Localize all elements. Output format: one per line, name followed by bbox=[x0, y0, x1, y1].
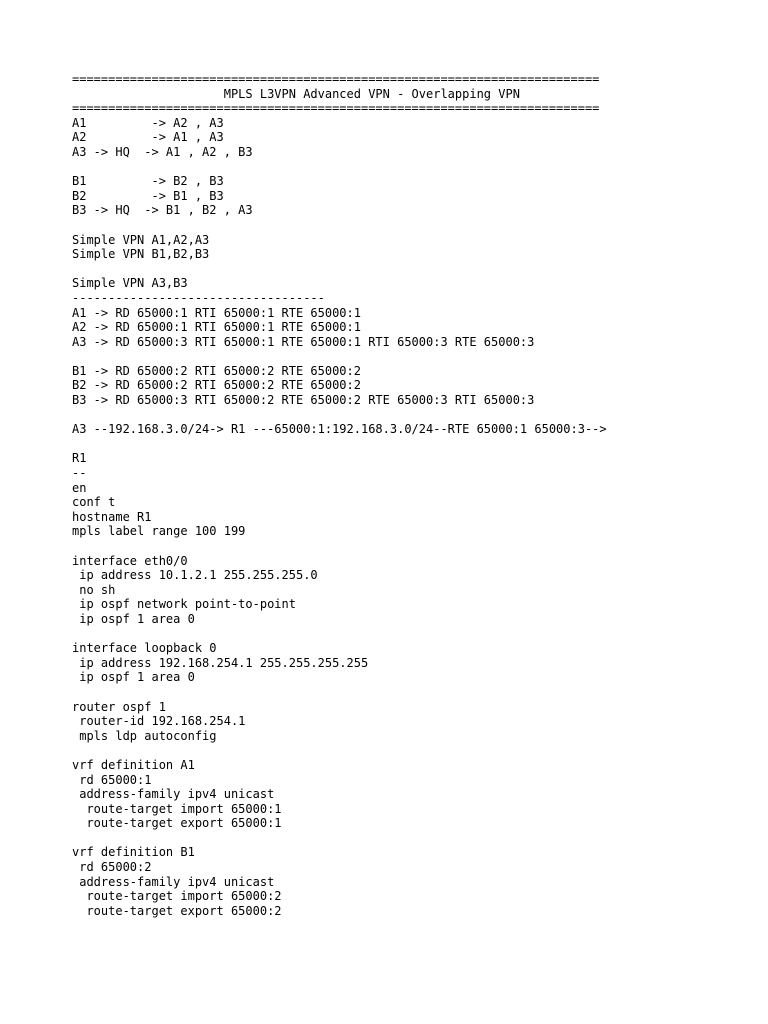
text-line: ip ospf network point-to-point bbox=[72, 597, 296, 612]
text-line bbox=[72, 627, 712, 642]
text-line: MPLS L3VPN Advanced VPN - Overlapping VPN bbox=[72, 86, 520, 101]
text-line: A2 -> A1 , A3 bbox=[72, 130, 224, 145]
text-line bbox=[72, 408, 712, 423]
text-line: no sh bbox=[72, 582, 116, 597]
text-line: A1 -> A2 , A3 bbox=[72, 115, 224, 130]
text-line: route-target export 65000:1 bbox=[72, 816, 282, 831]
text-line: B3 -> HQ -> B1 , B2 , A3 bbox=[72, 203, 253, 218]
text-line bbox=[72, 349, 712, 364]
text-line bbox=[72, 262, 712, 277]
text-line: ip ospf 1 area 0 bbox=[72, 670, 195, 685]
text-line bbox=[72, 160, 712, 175]
text-line: address-family ipv4 unicast bbox=[72, 787, 275, 802]
text-line: A1 -> RD 65000:1 RTI 65000:1 RTE 65000:1 bbox=[72, 305, 361, 320]
text-line: interface loopback 0 bbox=[72, 641, 217, 656]
text-line: ========================================================================= bbox=[72, 101, 600, 116]
text-line: Simple VPN A1,A2,A3 bbox=[72, 232, 210, 247]
document-text bbox=[72, 72, 712, 918]
text-line: interface eth0/0 bbox=[72, 553, 188, 568]
text-line: A2 -> RD 65000:1 RTI 65000:1 RTE 65000:1 bbox=[72, 320, 361, 335]
text-line: -- bbox=[72, 466, 87, 481]
text-line: Simple VPN B1,B2,B3 bbox=[72, 247, 210, 262]
text-line: A3 -> RD 65000:3 RTI 65000:1 RTE 65000:1 RTI 65000:3 RTE 65000:3 bbox=[72, 334, 535, 349]
text-line: ----------------------------------- bbox=[72, 290, 325, 305]
text-line: conf t bbox=[72, 495, 116, 510]
text-line: router ospf 1 bbox=[72, 699, 166, 714]
text-line: B3 -> RD 65000:3 RTI 65000:2 RTE 65000:2 RTE 65000:3 RTI 65000:3 bbox=[72, 393, 535, 408]
text-line: B2 -> B1 , B3 bbox=[72, 188, 224, 203]
text-line: address-family ipv4 unicast bbox=[72, 874, 275, 889]
text-line: vrf definition B1 bbox=[72, 845, 195, 860]
text-line: ip address 192.168.254.1 255.255.255.255 bbox=[72, 655, 369, 670]
text-line: B2 -> RD 65000:2 RTI 65000:2 RTE 65000:2 bbox=[72, 378, 361, 393]
text-line: route-target export 65000:2 bbox=[72, 903, 282, 918]
text-line: vrf definition A1 bbox=[72, 757, 195, 772]
text-line: Simple VPN A3,B3 bbox=[72, 276, 188, 291]
text-line: ip ospf 1 area 0 bbox=[72, 611, 195, 626]
text-line: ========================================================================= bbox=[72, 72, 600, 86]
text-line: R1 bbox=[72, 451, 87, 466]
text-line: B1 -> RD 65000:2 RTI 65000:2 RTE 65000:2 bbox=[72, 363, 361, 378]
text-line bbox=[72, 685, 712, 700]
text-line: rd 65000:2 bbox=[72, 860, 152, 875]
text-line: rd 65000:1 bbox=[72, 772, 152, 787]
text-line: route-target import 65000:1 bbox=[72, 801, 282, 816]
text-line: A3 --192.168.3.0/24-> R1 ---65000:1:192.168.3.0/24--RTE 65000:1 65000:3--> bbox=[72, 422, 607, 437]
text-line bbox=[72, 831, 712, 846]
text-line bbox=[72, 743, 712, 758]
text-line bbox=[72, 437, 712, 452]
text-line: mpls label range 100 199 bbox=[72, 524, 246, 539]
text-line: router-id 192.168.254.1 bbox=[72, 714, 246, 729]
text-line bbox=[72, 539, 712, 554]
text-line: hostname R1 bbox=[72, 509, 152, 524]
text-line: ip address 10.1.2.1 255.255.255.0 bbox=[72, 568, 318, 583]
text-line: route-target import 65000:2 bbox=[72, 889, 282, 904]
text-line: A3 -> HQ -> A1 , A2 , B3 bbox=[72, 144, 253, 159]
text-line: B1 -> B2 , B3 bbox=[72, 174, 224, 189]
text-line: en bbox=[72, 480, 87, 495]
text-line bbox=[72, 218, 712, 233]
text-line: mpls ldp autoconfig bbox=[72, 728, 217, 743]
